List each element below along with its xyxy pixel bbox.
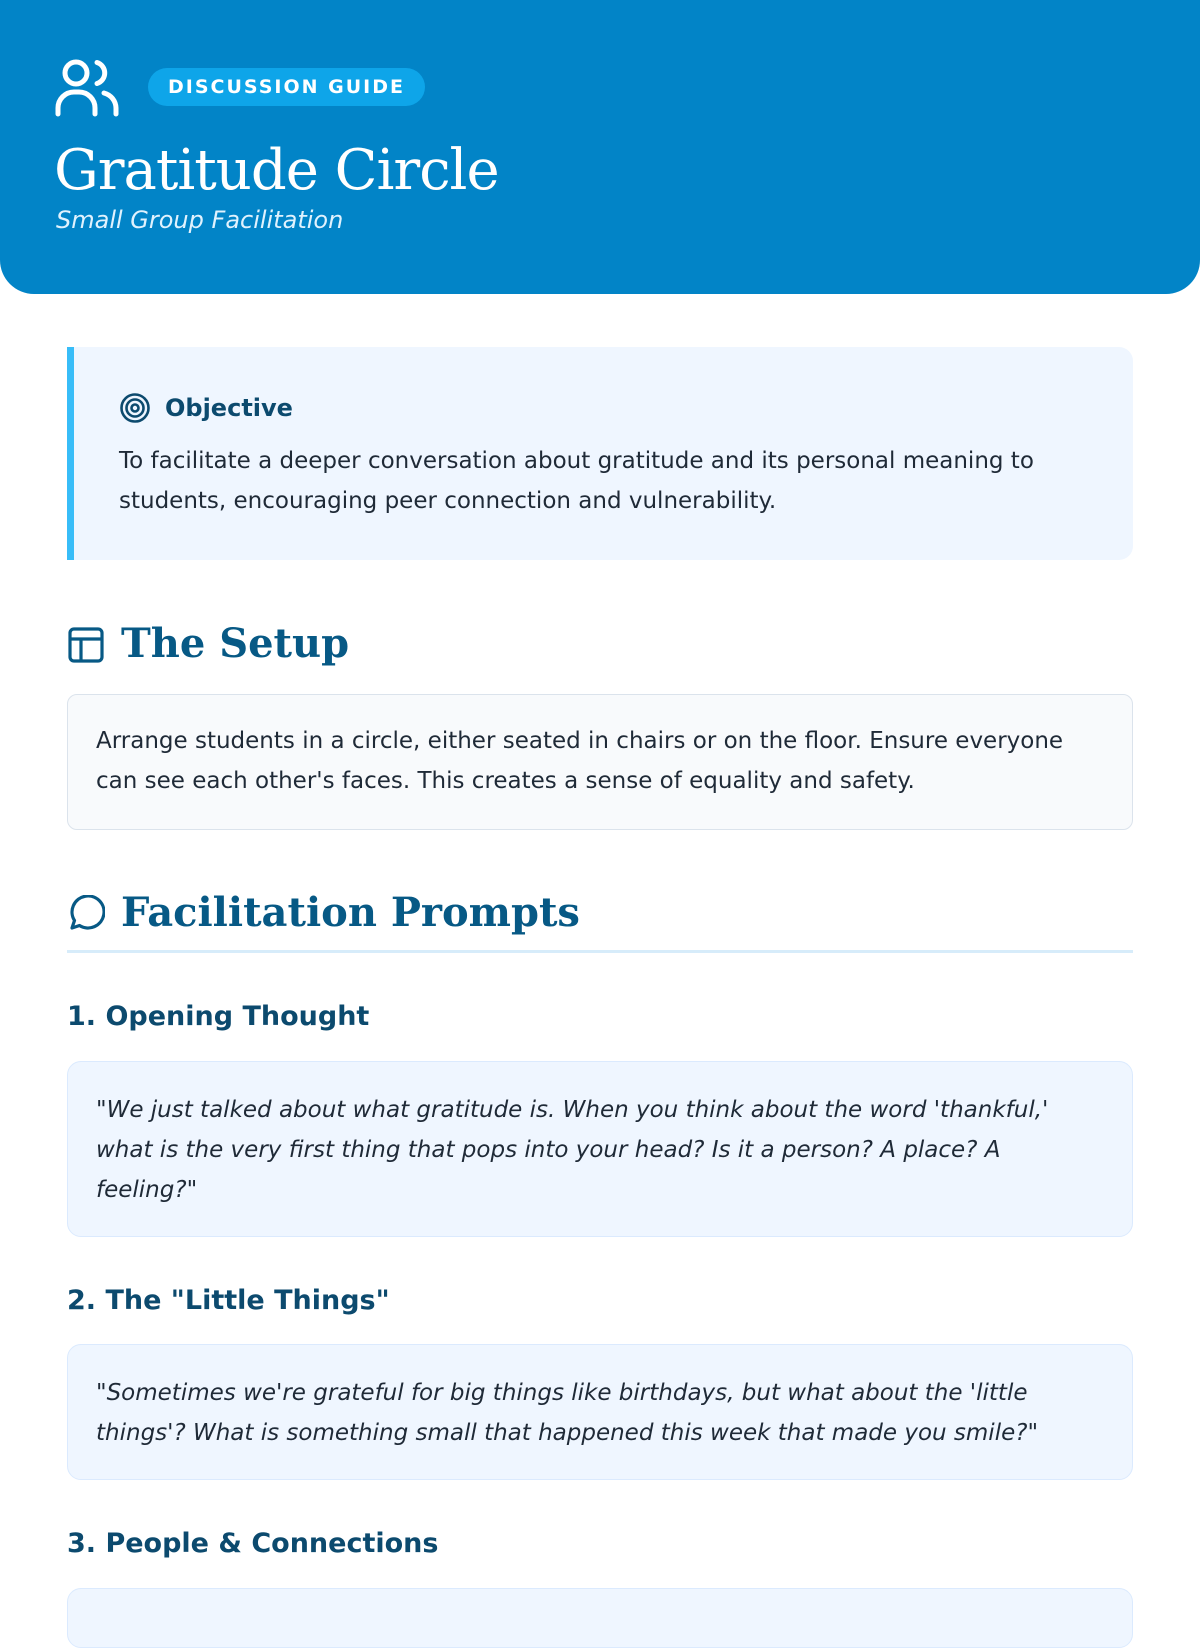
- page-subtitle: Small Group Facilitation: [56, 206, 344, 234]
- setup-panel: [67, 694, 1133, 830]
- prompt-title: 3. People & Connections: [67, 1528, 439, 1559]
- prompt-title: 1. Opening Thought: [67, 1001, 370, 1032]
- prompt-text: "We just talked about what gratitude is. When you think about the word 'thankful,' what is the very first thing that pops into your head? Is it a person? A place? A feeling?": [96, 1097, 1049, 1203]
- prompts-heading-text: Facilitation Prompts: [121, 889, 580, 936]
- prompt-card: [67, 1344, 1133, 1480]
- objective-text: To facilitate a deeper conversation about gratitude and its personal meaning to students, encouraging peer connection and vulnerability.: [119, 448, 1034, 514]
- objective-label: Objective: [165, 394, 293, 422]
- page-title: Gratitude Circle: [54, 138, 499, 203]
- message-circle-icon: [67, 895, 105, 933]
- target-icon: [119, 392, 151, 424]
- prompt-text: "Sometimes we're grateful for big things like birthdays, but what about the 'little things'? What is something small that happened this week that made you smile?": [96, 1380, 1039, 1446]
- prompt-card: [67, 1588, 1133, 1648]
- discussion-guide-badge: DISCUSSION GUIDE: [148, 68, 425, 106]
- prompt-title: 2. The "Little Things": [67, 1285, 390, 1316]
- prompt-card: [67, 1061, 1133, 1237]
- section-divider: [67, 950, 1133, 953]
- objective-panel: [67, 347, 1133, 560]
- setup-heading-text: The Setup: [121, 620, 350, 667]
- setup-text: Arrange students in a circle, either seated in chairs or on the floor. Ensure everyone can see each other's faces. This creates a sense of equality and safety.: [96, 728, 1064, 794]
- users-icon: [54, 56, 120, 118]
- layout-icon: [67, 626, 105, 664]
- page-header: [0, 0, 1200, 294]
